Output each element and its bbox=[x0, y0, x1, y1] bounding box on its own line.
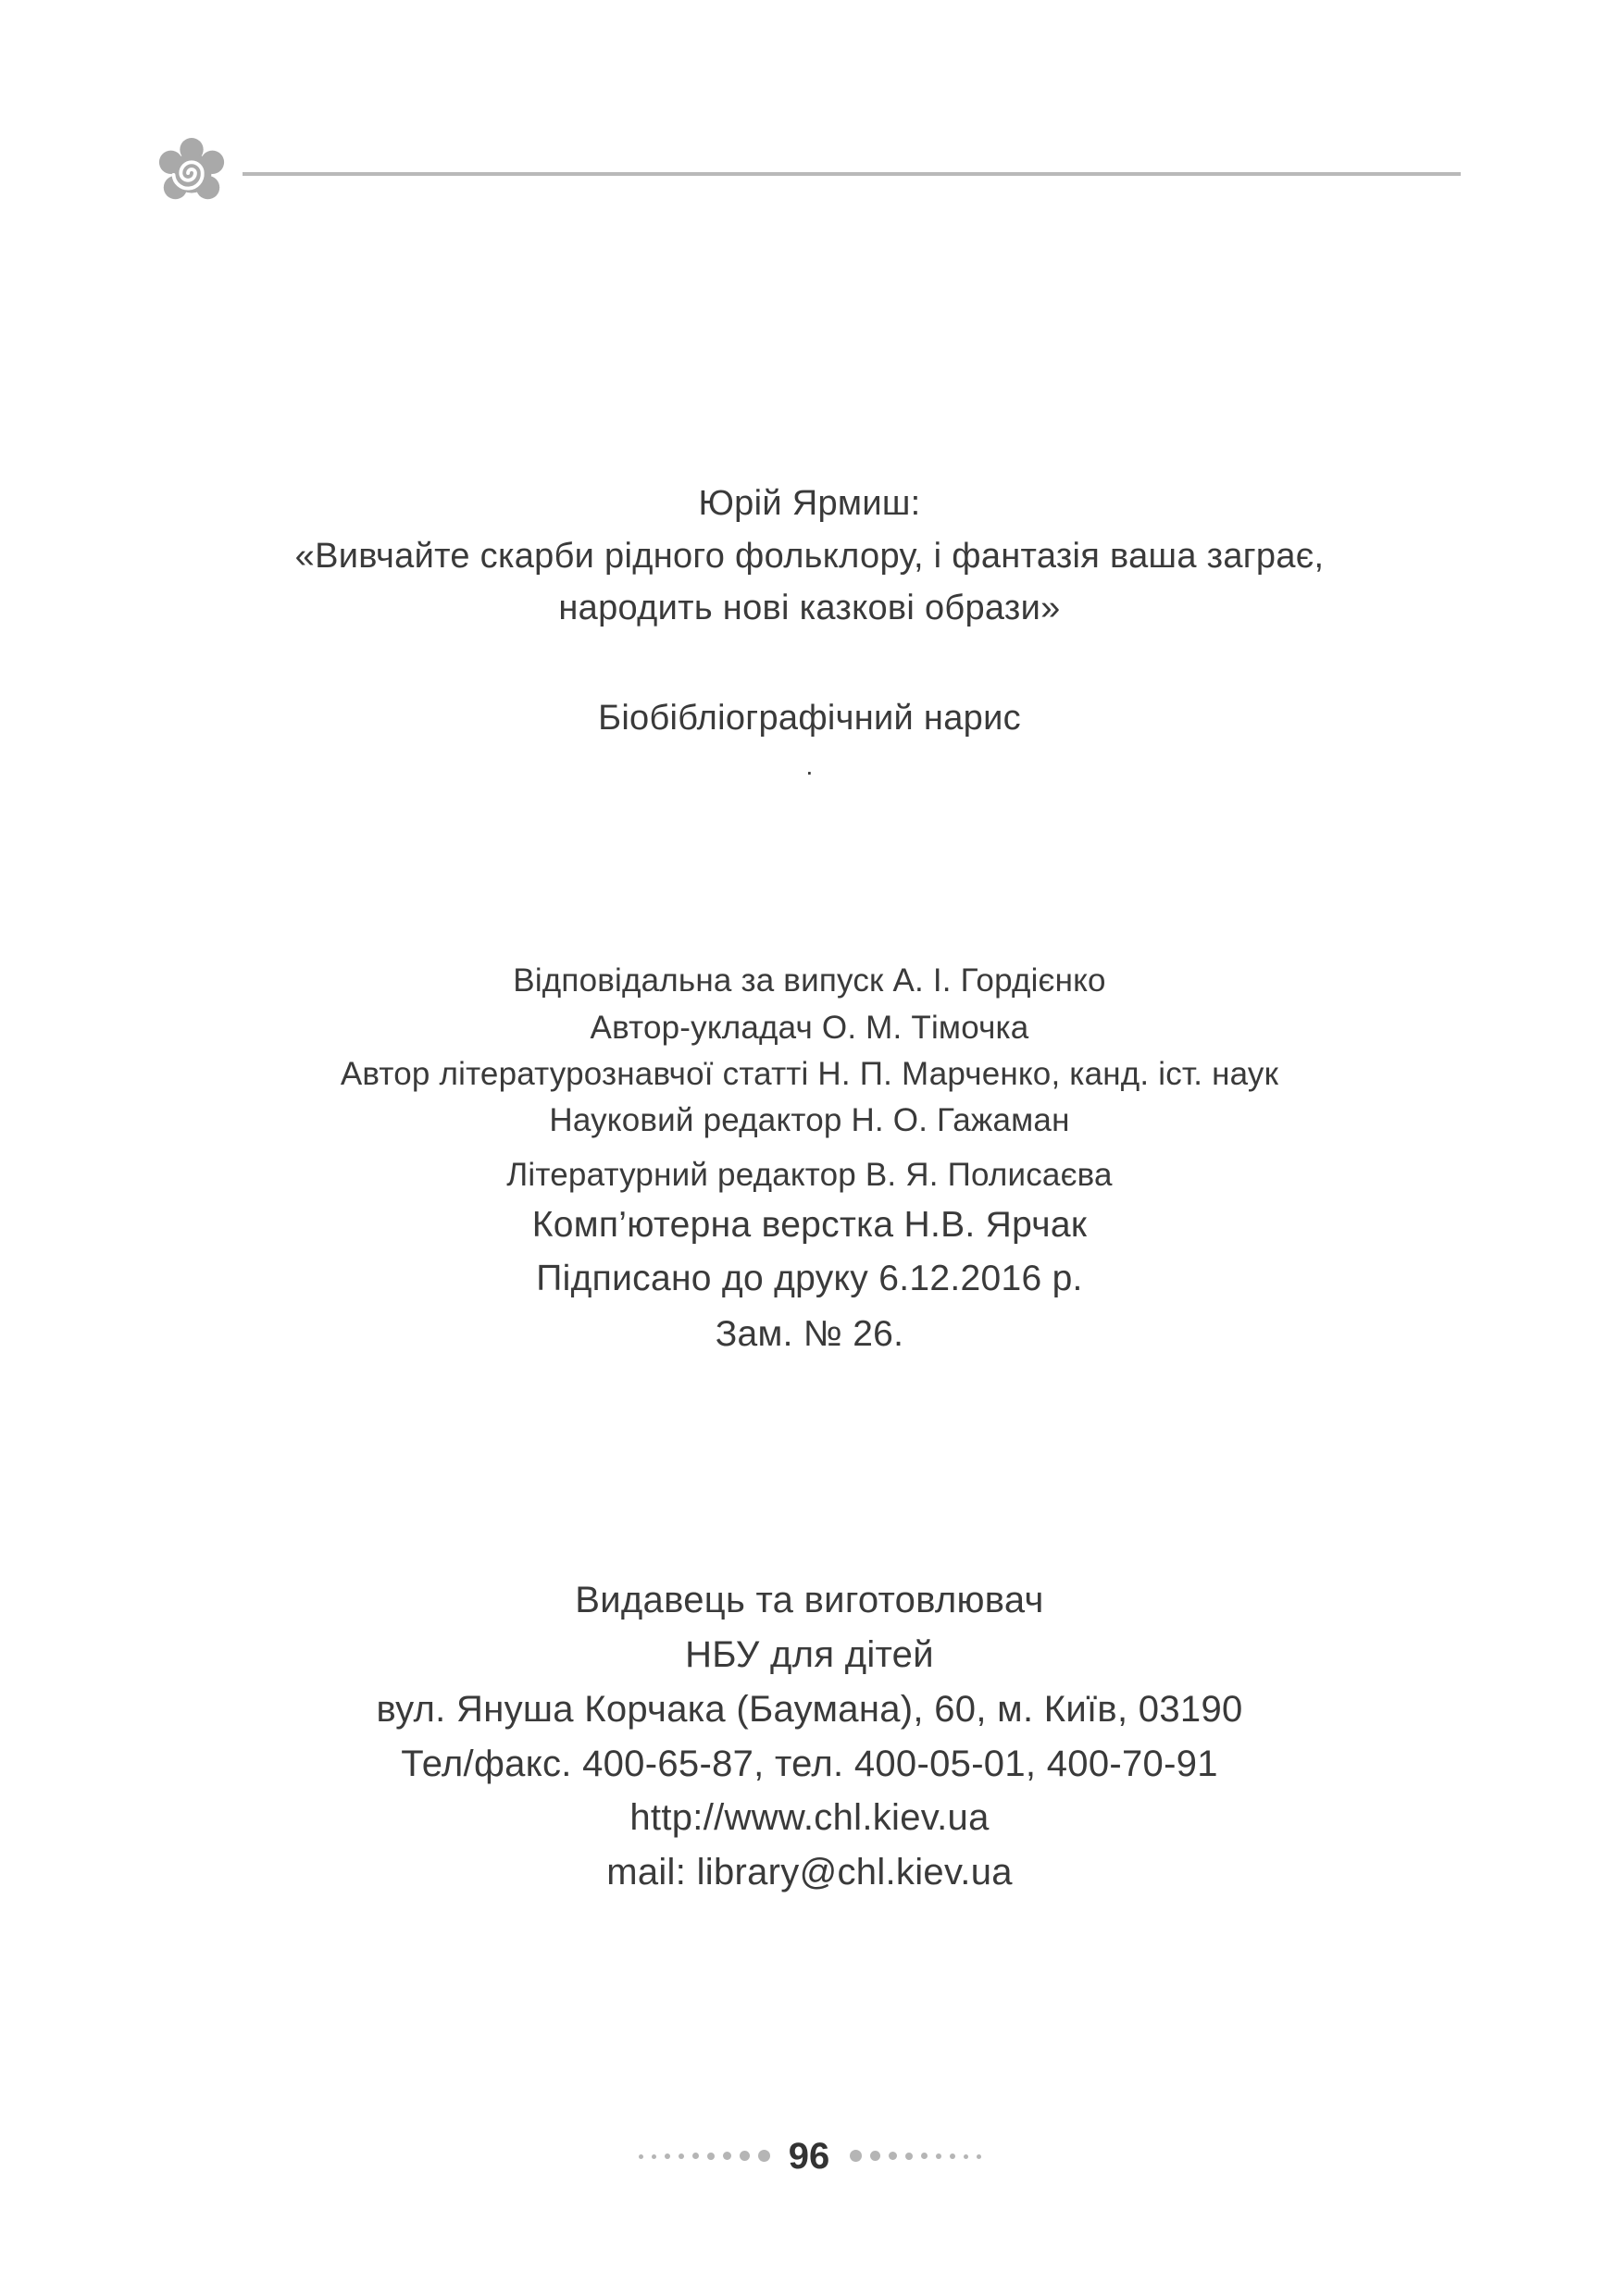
page-number: 96 bbox=[788, 2136, 830, 2177]
footer-dot bbox=[850, 2150, 862, 2162]
stray-dot: . bbox=[805, 751, 814, 780]
publisher-heading: Видавець та виготовлювач bbox=[575, 1580, 1044, 1620]
footer-dot bbox=[936, 2153, 941, 2159]
publisher-name: НБУ для дітей bbox=[685, 1634, 934, 1675]
footer-dot bbox=[740, 2151, 750, 2161]
footer-dot bbox=[950, 2153, 955, 2159]
footer-dot bbox=[977, 2154, 981, 2159]
credit-article-author: Автор літературознавчої статті Н. П. Марченко, канд. іст. наук bbox=[340, 1056, 1279, 1092]
footer-dot bbox=[889, 2152, 897, 2160]
footer-dot bbox=[692, 2153, 699, 2159]
credit-literary-editor: Літературний редактор В. Я. Полисаєва bbox=[506, 1157, 1113, 1193]
footer-dot bbox=[639, 2154, 643, 2159]
quote-line-2: народить нові казкові образи» bbox=[558, 589, 1061, 627]
footer-dot bbox=[665, 2153, 670, 2159]
rose-swirl-icon bbox=[156, 137, 228, 209]
credit-order: Зам. № 26. bbox=[715, 1314, 904, 1354]
author-line: Юрій Ярмиш: bbox=[698, 484, 921, 523]
publisher-website: http://www.chl.kiev.ua bbox=[629, 1797, 990, 1838]
genre-line: Біобібліографічний нарис bbox=[598, 699, 1021, 738]
credit-scientific-editor: Науковий редактор Н. О. Гажаман bbox=[549, 1102, 1070, 1138]
publisher-address: вул. Януша Корчака (Баумана), 60, м. Київ, 03190 bbox=[376, 1689, 1243, 1730]
credit-responsible: Відповідальна за випуск А. І. Гордієнко bbox=[513, 962, 1106, 999]
footer-dot bbox=[723, 2152, 731, 2160]
footer-dot bbox=[707, 2153, 715, 2160]
publisher-phones: Тел/факс. 400-65-87, тел. 400-05-01, 400-70-91 bbox=[401, 1744, 1218, 1784]
footer-dot bbox=[652, 2154, 656, 2159]
footer-dot bbox=[679, 2153, 684, 2159]
publisher-email: mail: library@chl.kiev.ua bbox=[606, 1852, 1013, 1893]
page-footer bbox=[0, 2128, 1619, 2184]
footer-dot bbox=[905, 2153, 913, 2160]
header-rule bbox=[243, 172, 1461, 176]
footer-dot bbox=[964, 2154, 968, 2159]
footer-dot bbox=[870, 2151, 880, 2161]
credit-signed: Підписано до друку 6.12.2016 р. bbox=[536, 1259, 1083, 1298]
quote-line-1: «Вивчайте скарби рідного фольклору, і фантазія ваша заграє, bbox=[294, 537, 1325, 576]
credit-layout: Комп’ютерна верстка Н.В. Ярчак bbox=[531, 1205, 1088, 1245]
credit-compiler: Автор-укладач О. М. Тімочка bbox=[590, 1010, 1029, 1046]
footer-dot bbox=[921, 2153, 928, 2159]
